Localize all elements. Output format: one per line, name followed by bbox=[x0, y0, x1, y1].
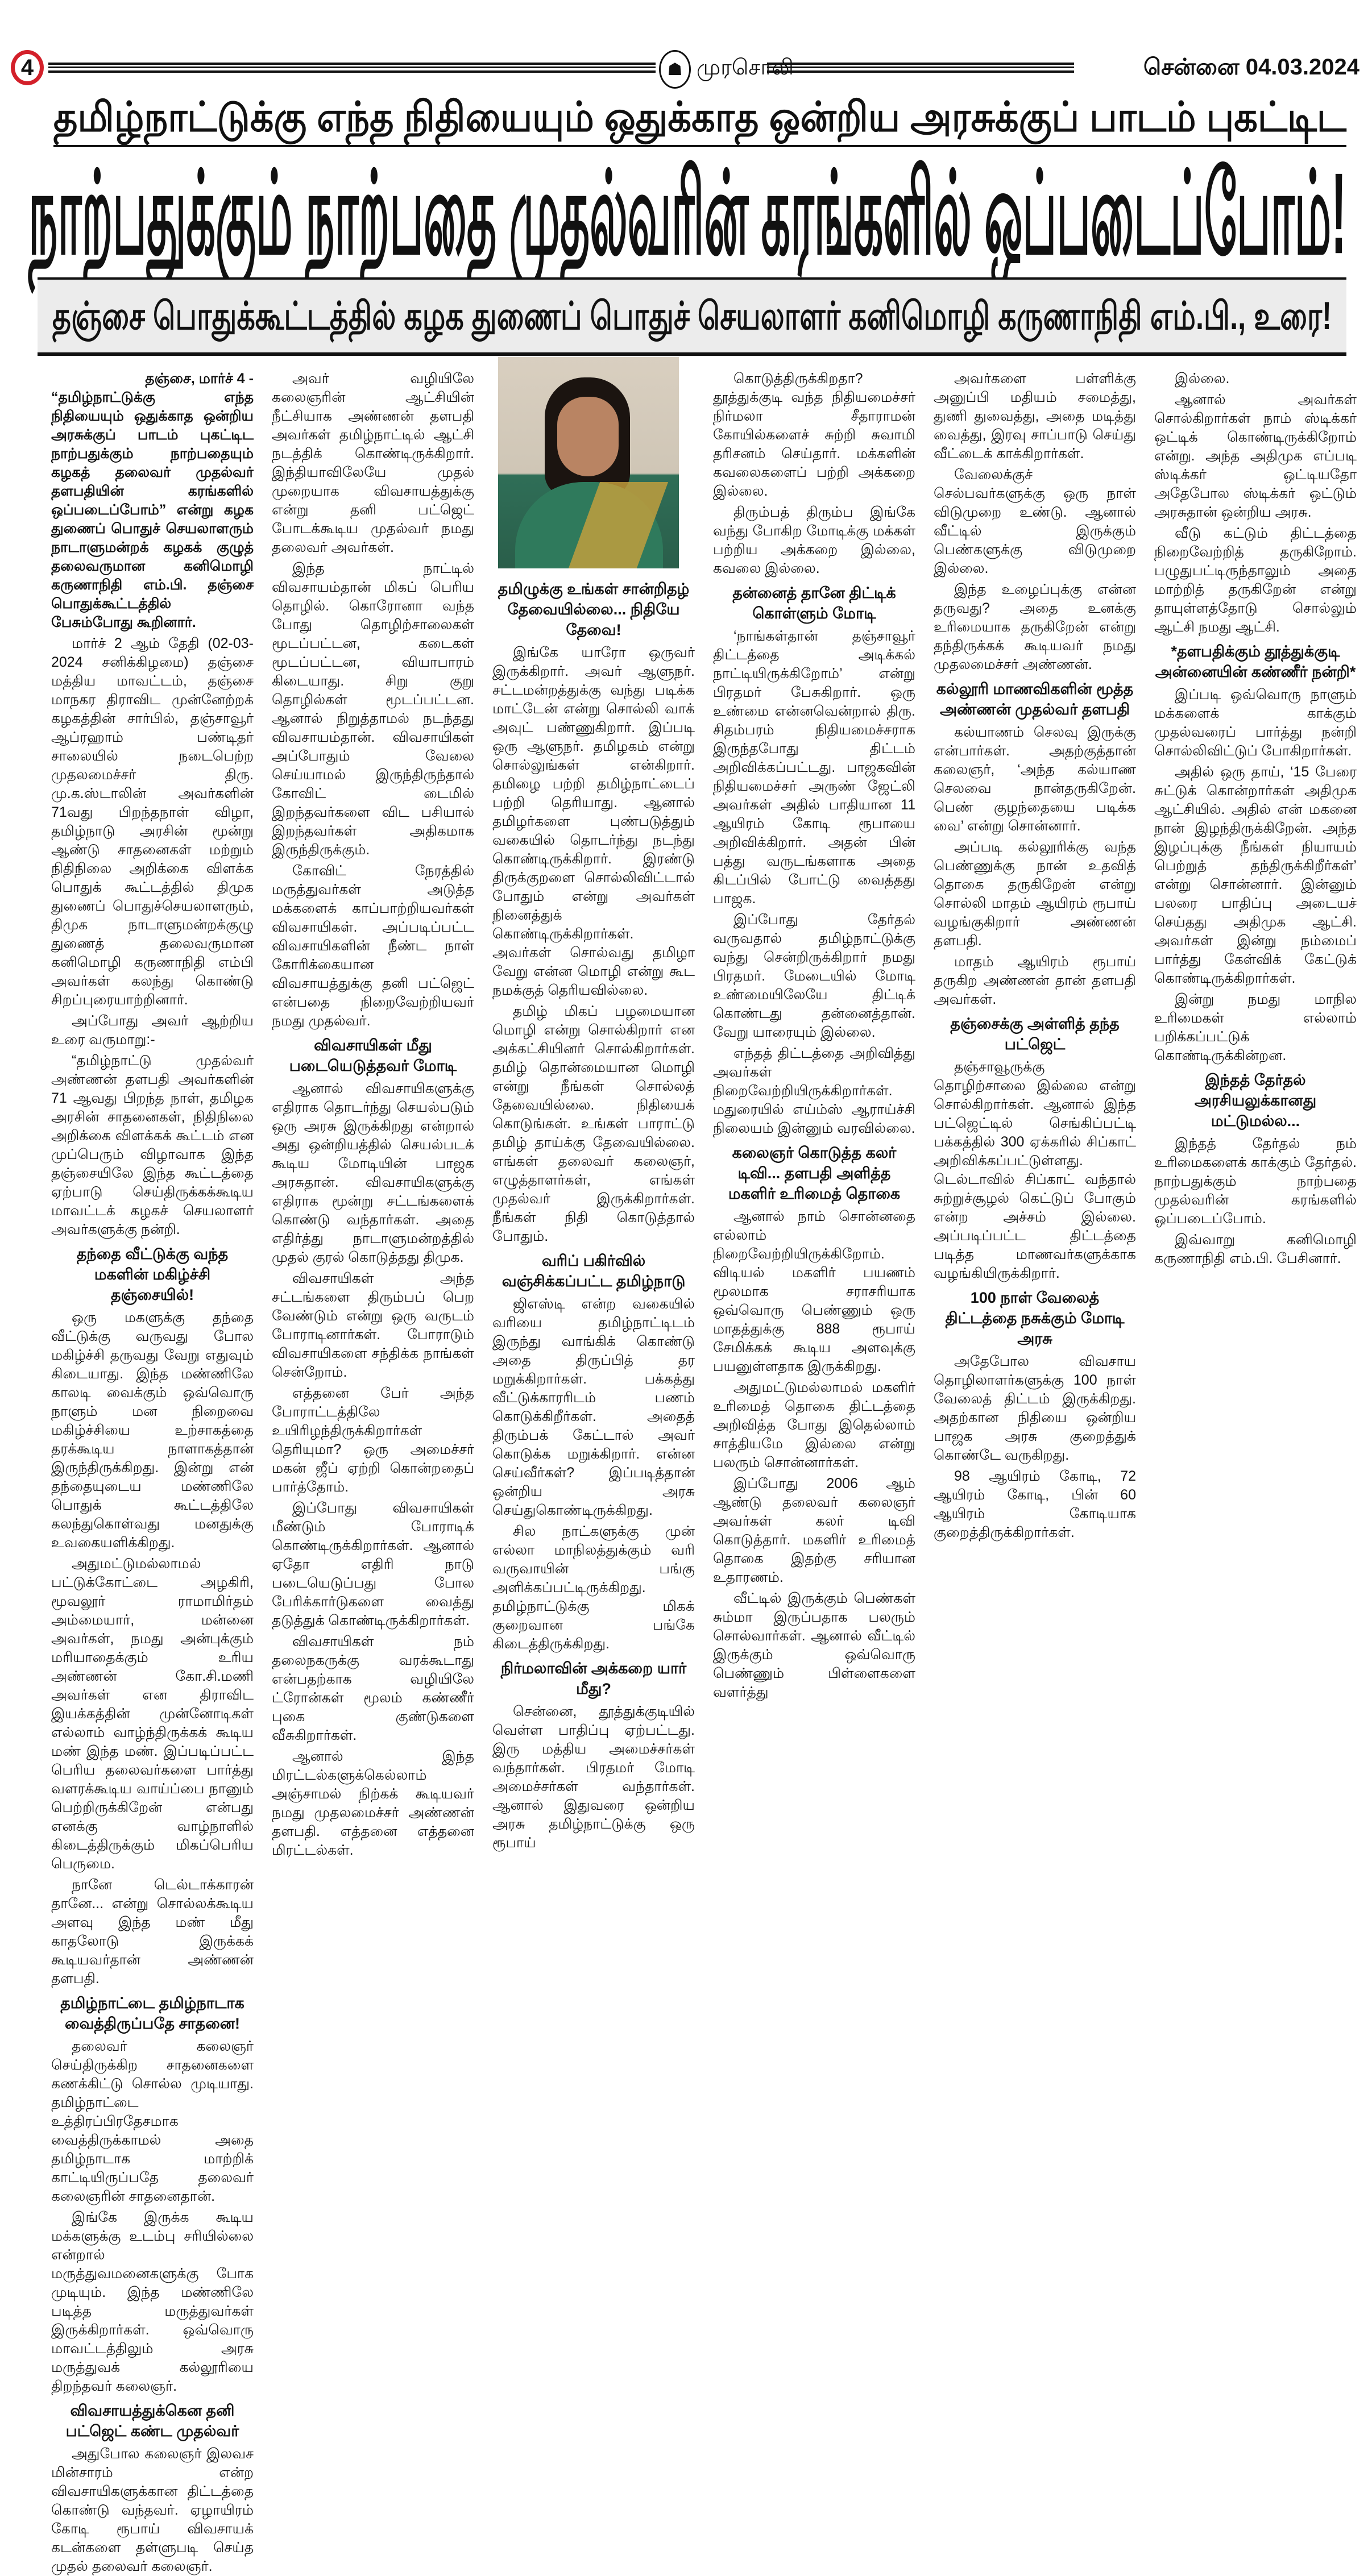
article-paragraph: ‘நாங்கள்தான் தஞ்சாவூர் திட்டத்தை அடிக்கல் நாட்டியிருக்கிறோம்’ என்று பிரதமர் பேசுகிறார். ஒரு உண்மை என்னவென்றால் திரு. சிதம்பரம் நிதியமைச்சராக இருந்தபோது திட்டம் அறிவிக்கப்பட்டது. பாஜகவின் நிதியமைச்சர் அருண் ஜேட்லி அவர்கள் அதில் பாதியான 11 ஆயிரம் கோடி ரூபாயை அறிவிக்கிறார். அதன் பின் பத்து வருடங்களாக அதை கிடப்பில் போட்டு வைத்தது பாஜக. bbox=[713, 628, 915, 907]
article-paragraph: ஆனால் இந்த மிரட்டல்களுக்கெல்லாம் அஞ்சாமல் நிற்கக் கூடியவர் நமது முதலமைச்சர் அண்ணன் தளபதி. எத்தனை எத்தனை மிரட்டல்கள். bbox=[272, 1748, 474, 1858]
article-paragraph: இந்தத் தேர்தல் நம் உரிமைகளைக் காக்கும் தேர்தல். நாற்பதுக்கும் நாற்பதை முதல்வரின் கரங்களில் ஒப்படைப்போம். bbox=[1154, 1136, 1357, 1227]
section-subheading: 100 நாள் வேலைத் திட்டத்தை நசுக்கும் மோடி அரசு bbox=[945, 1289, 1125, 1347]
article-paragraph: அப்படி கல்லூரிக்கு வந்த பெண்ணுக்கு நான் உதவித் தொகை தருகிறேன் என்று சொல்லி மாதம் ஆயிரம் ரூபாய் வழங்குகிறார் அண்ணன் தளபதி. bbox=[934, 839, 1136, 949]
article-paragraph: அதேபோல விவசாய தொழிலாளர்களுக்கு 100 நாள் வேலைத் திட்டம் இருக்கிறது. அதற்கான நிதியை ஒன்றிய பாஜக அரசு குறைத்துக் கொண்டே வருகிறது. bbox=[934, 1353, 1136, 1463]
section-subheading: கலைஞர் கொடுத்த கலர் டிவி... தளபதி அளித்த மகளிர் உரிமைத் தொகை bbox=[728, 1144, 901, 1202]
article-paragraph: இங்கே யாரோ ஒருவர் இருக்கிறார். அவர் ஆளுநர். சட்டமன்றத்துக்கு வந்து படிக்க மாட்டேன் என்று சொல்லி வாக் அவுட் பண்ணுகிறார். இப்படி ஒரு ஆளுநர். தமிழகம் என்று சொல்லுங்கள் என்கிறார். தமிழை பற்றி தமிழ்நாட்டைப் பற்றி தெரியாது. ஆனால் தமிழர்களை புண்படுத்தும் வகையில் தொடர்ந்து நடந்து கொண்டிருக்கிறார். இரண்டு திருக்குறளை சொல்லிவிட்டால் போதும் என்று அவர்கள் நினைத்துக் கொண்டிருக்கிறார்கள். அவர்கள் சொல்வது தமிழா வேறு என்ன மொழி என்று கூட நமக்குத் தெரியவில்லை. bbox=[492, 645, 695, 998]
article-paragraph: வீட்டில் இருக்கும் பெண்கள் சும்மா இருப்பதாக பலரும் சொல்வார்கள். ஆனால் வீட்டில் இருக்கும் ஒவ்வொரு பெண்ணும் பிள்ளைகளை வளர்த்து bbox=[713, 1590, 915, 1700]
article-paragraph: ஒரு மகளுக்கு தந்தை வீட்டுக்கு வருவது போல மகிழ்ச்சி தருவது வேறு எதுவும் கிடையாது. இந்த மண்ணிலே காலடி வைக்கும் ஒவ்வொரு நாளும் மன நிறைவை மகிழ்ச்சியை உற்சாகத்தை தரக்கூடிய நாளாகத்தான் இருந்திருக்கிறது. இன்று என் தந்தையுடைய மண்ணிலே பொதுக் கூட்டத்திலே கலந்துகொள்வது மனதுக்கு உவகையளிக்கிறது. bbox=[51, 1310, 254, 1551]
section-subheading: நிர்மலாவின் அக்கறை யார் மீது? bbox=[500, 1660, 687, 1697]
article-paragraph: தமிழ் மிகப் பழமையான மொழி என்று சொல்கிறார் என அக்கட்சியினர் சொல்கிறார்கள். தமிழ் தொன்மையான மொழி என்று நீங்கள் சொல்லத் தேவையில்லை. நிதியைக் கொடுங்கள். உங்கள் பாராட்டு தமிழ் தாய்க்கு தேவையில்லை. எங்கள் தலைவர் கலைஞர், எழுத்தாளர்கள், எங்கள் முதல்வர் இருக்கிறார்கள். நீங்கள் நிதி கொடுத்தால் போதும். bbox=[492, 1003, 695, 1244]
article-paragraph: மாதம் ஆயிரம் ரூபாய் தருகிற அண்ணன் தான் தளபதி அவர்கள். bbox=[934, 954, 1136, 1007]
article-paragraph: சென்னை, தூத்துக்குடியில் வெள்ள பாதிப்பு ஏற்பட்டது. இரு மத்திய அமைச்சர்கள் வந்தார்கள். பிரதமர் மோடி அமைச்சர்கள் வந்தார்கள். ஆனால் இதுவரை ஒன்றிய அரசு தமிழ்நாட்டுக்கு ஒரு ரூபாய் bbox=[492, 1704, 695, 1851]
section-subheading: தமிழ்நாட்டை தமிழ்நாடாக வைத்திருப்பதே சாதனை! bbox=[60, 1995, 244, 2032]
section-subheading: தந்தை வீட்டுக்கு வந்த மகளின் மகிழ்ச்சி தஞ்சையில்! bbox=[76, 1245, 229, 1303]
section-subheading: *தளபதிக்கும் தூத்துக்குடி அன்னையின் கண்ணீர் நன்றி* bbox=[1155, 643, 1356, 680]
article-paragraph: திரும்பத் திரும்ப இங்கே வந்து போகிற மோடிக்கு மக்கள் பற்றிய அக்கறை இல்லை, கவலை இல்லை. bbox=[713, 504, 915, 576]
article-paragraph: எந்தத் திட்டத்தை அறிவித்து அவர்கள் நிறைவேற்றியிருக்கிறார்கள். மதுரையில் எய்ம்ஸ் ஆராய்ச்சி நிலையம் இன்னும் வரவில்லை. bbox=[713, 1045, 915, 1136]
logo-emblem-icon: ☗ bbox=[659, 50, 691, 89]
article-column-5 bbox=[934, 369, 1136, 2105]
masthead-rule-left bbox=[48, 63, 656, 73]
article-paragraph: தலைவர் கலைஞர் செய்திருக்கிற சாதனைகளை கணக்கிட்டு சொல்ல முடியாது. தமிழ்நாட்டை உத்திரப்பிரதேசமாக வைத்திருக்காமல் அதை தமிழ்நாடாக மாற்றிக் காட்டியிருப்பதே தலைவர் கலைஞரின் சாதனைதான். bbox=[51, 2038, 254, 2204]
article-paragraph: கொடுத்திருக்கிறதா? தூத்துக்குடி வந்த நிதியமைச்சர் நிர்மலா சீதாராமன் கோயில்களைச் சுற்றி சுவாமி தரிசனம் செய்தார். மக்களின் கவலைகளைப் பற்றி அக்கறை இல்லை. bbox=[713, 371, 915, 499]
page-number: 4 bbox=[11, 50, 44, 85]
article-paragraph: அவர் வழியிலே கலைஞரின் ஆட்சியின் நீட்சியாக அண்ணன் தளபதி அவர்கள் தமிழ்நாட்டில் ஆட்சி நடத்திக் கொண்டிருக்கிறார். இந்தியாவிலேயே முதல் முறையாக விவசாயத்துக்கு என்று தனி பட்ஜெட் போடக்கூடிய முதல்வர் நமது தலைவர் அவர்கள். bbox=[272, 371, 474, 555]
article-paragraph: இன்று நமது மாநில உரிமைகள் எல்லாம் பறிக்கப்பட்டுக் கொண்டிருக்கின்றன. bbox=[1154, 991, 1357, 1063]
kicker-headline bbox=[53, 95, 1346, 138]
article-paragraph: அதுபோல கலைஞர் இலவச மின்சாரம் என்ற விவசாயிகளுக்கான திட்டத்தை கொண்டு வந்தவர். ஏழாயிரம் கோடி ரூபாய் விவசாயக் கடன்களை தள்ளுபடி செய்த முதல் தலைவர் கலைஞர். bbox=[51, 2446, 254, 2574]
article-column-1 bbox=[51, 369, 254, 2574]
article-paragraph: ஆனால் விவசாயிகளுக்கு எதிராக தொடர்ந்து செயல்படும் ஒரு அரசு இருக்கிறது என்றால் அது ஒன்றியத்தில் செயல்படக் கூடிய மோடியின் பாஜக அரசுதான். விவசாயிகளுக்கு எதிராக மூன்று சட்டங்களைக் கொண்டு வந்தார்கள். அதை எதிர்த்து நாடாளுமன்றத்தில் முதல் குரல் கொடுத்தது திமுக. bbox=[272, 1081, 474, 1265]
article-lead: “தமிழ்நாட்டுக்கு எந்த நிதியையும் ஒதுக்காத ஒன்றிய அரசுக்குப் பாடம் புகட்டிட நாற்பதுக்கும் நாற்பதையும் கழகத் தலைவர் முதல்வர் தளபதியின் கரங்களில் ஒப்படைப்போம்” என்று கழக துணைப் பொதுச் செயலாளரும் நாடாளுமன்றக் கழகக் குழுத் தலைவருமான கனிமொழி கருணாநிதி எம்.பி. தஞ்சை பொதுக்கூட்டத்தில் பேசும்போது கூறினார். bbox=[51, 389, 254, 630]
article-paragraph: விவசாயிகள் நம் தலைநகருக்கு வரக்கூடாது என்பதற்காக வழியிலே ட்ரோன்கள் மூலம் கண்ணீர் புகை குண்டுகளை வீசுகிறார்கள். bbox=[272, 1634, 474, 1743]
kicker-text: தமிழ்நாட்டுக்கு எந்த நிதியையும் ஒதுக்காத ஒன்றிய அரசுக்குப் பாடம் புகட்டிட bbox=[53, 93, 1346, 140]
article-paragraph: இல்லை. bbox=[1175, 371, 1230, 387]
article-paragraph: அதுமட்டுமல்லாமல் மகளிர் உரிமைத் தொகை திட்டத்தை அறிவித்த போது இதெல்லாம் சாத்தியமே இல்லை என்று பலரும் சொன்னார்கள். bbox=[713, 1380, 915, 1470]
subheadline-text: தஞ்சை பொதுக்கூட்டத்தில் கழக துணைப் பொதுச் செயலாளர் கனிமொழி கருணாநிதி எம்.பி., உரை! bbox=[52, 294, 1332, 338]
section-subheading: தன்னைத் தானே திட்டிக் கொள்ளும் மோடி bbox=[732, 584, 896, 622]
article-paragraph: கல்யாணம் செலவு இருக்கு என்பார்கள். அதற்குத்தான் கலைஞர், ‘அந்த கல்யாண செலவை நான்தருகிறேன். பெண் குழந்தையை படிக்க வை’ என்று சொன்னார். bbox=[934, 724, 1136, 834]
article-paragraph: எத்தனை பேர் அந்த போராட்டத்திலே உயிரிழந்திருக்கிறார்கள் தெரியுமா? ஒரு அமைச்சர் மகன் ஜீப் ஏற்றி கொன்றதைப் பார்த்தோம். bbox=[272, 1385, 474, 1495]
article-paragraph: கோவிட் நேரத்தில் மருத்துவர்கள் அடுத்த மக்களைக் காப்பாற்றியவர்கள் விவசாயிகள். அப்படிப்பட்ட விவசாயிகளின் நீண்ட நாள் கோரிக்கையான விவசாயத்துக்கு தனி பட்ஜெட் என்பதை நிறைவேற்றியவர் நமது முதல்வர். bbox=[272, 863, 474, 1029]
main-headline bbox=[28, 148, 1346, 278]
article-paragraph: வேலைக்குச் செல்பவர்களுக்கு ஒரு நாள் விடுமுறை உண்டு. ஆனால் வீட்டில் இருக்கும் பெண்களுக்கு விடுமுறை இல்லை. bbox=[934, 467, 1136, 576]
edition-date: சென்னை 04.03.2024 bbox=[1143, 55, 1359, 80]
article-paragraph: ஜிஎஸ்டி என்ற வகையில் வரியை தமிழ்நாட்டிடம் இருந்து வாங்கிக் கொண்டு அதை திருப்பித் தர மறுக்கிறார்கள். பக்கத்து வீட்டுக்காரரிடம் பணம் கொடுக்கிறீர்கள். அதைத் திரும்பக் கேட்டால் அவர் கொடுக்க மறுக்கிறார். என்ன செய்வீர்கள்? இப்படித்தான் ஒன்றிய அரசு செய்துகொண்டிருக்கிறது. bbox=[492, 1296, 695, 1518]
article-dateline: தஞ்சை, மார்ச் 4 - bbox=[145, 371, 254, 387]
section-subheading: கல்லூரி மாணவிகளின் மூத்த அண்ணன் முதல்வர் தளபதி bbox=[936, 680, 1134, 718]
article-paragraph: ஆனால் நாம் சொன்னதை எல்லாம் நிறைவேற்றியிருக்கிறோம். விடியல் மகளிர் பயணம் மூலமாக சராசரியாக ஒவ்வொரு பெண்ணும் ஒரு மாதத்துக்கு 888 ரூபாய் சேமிக்கக் கூடிய அளவுக்கு பயனுள்ளதாக இருக்கிறது. bbox=[713, 1208, 915, 1374]
speaker-photo bbox=[498, 357, 679, 568]
article-paragraph: இந்த உழைப்புக்கு என்ன தருவது? அதை உனக்கு உரிமையாக தருகிறேன் என்று தந்திருக்கக் கூடியவர் நமது முதலமைச்சர் அண்ணன். bbox=[934, 581, 1136, 672]
logo-text: முரசொலி bbox=[697, 56, 794, 80]
article-paragraph: தஞ்சாவூருக்கு தொழிற்சாலை இல்லை என்று சொல்கிறார்கள். ஆனால் இந்த பட்ஜெட்டில் செங்கிப்பட்டி பக்கத்தில் 300 ஏக்கரில் சிப்காட் அறிவிக்கப்பட்டுள்ளது. டெல்டாவில் சிப்காட் வந்தால் சுற்றுச்சூழல் கெட்டுப் போகும் என்ற அச்சம் இல்லை. அப்படிப்பட்ட திட்டத்தை படித்த மாணவர்களுக்காக வழங்கியிருக்கிறார். bbox=[934, 1059, 1136, 1281]
section-subheading: தமிழுக்கு உங்கள் சான்றிதழ் தேவையில்லை... நிதியே தேவை! bbox=[498, 580, 690, 638]
main-headline-text: நாற்பதுக்கும் நாற்பதை முதல்வரின் கரங்களில் ஒப்படைப்போம்! bbox=[28, 148, 1346, 278]
section-subheading: தஞ்சைக்கு அள்ளித் தந்த பட்ஜெட் bbox=[950, 1015, 1120, 1053]
article-paragraph: சில நாட்களுக்கு முன் எல்லா மாநிலத்துக்கும் வரி வருவாயின் பங்கு அளிக்கப்பட்டிருக்கிறது. தமிழ்நாட்டுக்கு மிகக் குறைவான பங்கே கிடைத்திருக்கிறது. bbox=[492, 1523, 695, 1652]
article-paragraph: ஆனால் அவர்கள் சொல்கிறார்கள் நாம் ஸ்டிக்கர் ஒட்டிக் கொண்டிருக்கிறோம் என்று. அந்த அதிமுக எப்படி ஸ்டிக்கர் ஒட்டியதோ அதேபோல ஸ்டிக்கர் ஒட்டும் அரசுதான் ஒன்றிய அரசு. bbox=[1154, 392, 1357, 520]
article-paragraph: அவர்களை பள்ளிக்கு அனுப்பி மதியம் சமைத்து, துணி துவைத்து, அதை மடித்து வைத்து, இரவு சாப்பாடு செய்து வீட்டைக் காக்கிறார்கள். bbox=[934, 371, 1136, 462]
article-column-2 bbox=[272, 369, 474, 2105]
article-paragraph: இப்போது விவசாயிகள் மீண்டும் போராடிக் கொண்டிருக்கிறார்கள். ஆனால் ஏதோ எதிரி நாடு படையெடுப்பது போல பேரிக்கார்டுகளை வைத்து தடுத்துக் கொண்டிருக்கிறார்கள். bbox=[272, 1500, 474, 1628]
article-paragraph: இவ்வாறு கனிமொழி கருணாநிதி எம்.பி. பேசினார். bbox=[1154, 1232, 1357, 1266]
article-paragraph: அதில் ஒரு தாய், ‘15 பேரை சுட்டுக் கொன்றார்கள் அதிமுக ஆட்சியில். அதில் என் மகனை நான் இழந்திருக்கிறேன். அந்த இழப்புக்கு நீங்கள் நியாயம் பெற்றுத் தந்திருக்கிறீர்கள்’ என்று சொன்னார். இன்னும் பலரை பாதிப்பு அடையச் செய்தது அதிமுக ஆட்சி. அவர்கள் இன்று நம்மைப் பார்த்து கேள்விக் கேட்டுக் கொண்டிருக்கிறார்கள். bbox=[1154, 764, 1357, 986]
article-paragraph: இந்த நாட்டில் விவசாயம்தான் மிகப் பெரிய தொழில். கொரோனா வந்த போது தொழிற்சாலைகள் மூடப்பட்டன, கடைகள் மூடப்பட்டன, வியாபாரம் கிடையாது. சிறு குறு தொழில்கள் மூடப்பட்டன. ஆனால் நிறுத்தாமல் நடந்தது விவசாயம்தான். விவசாயிகள் அப்போதும் வேலை செய்யாமல் இருந்திருந்தால் கோவிட் டைமில் இறந்தவர்களை விட பசியால் இறந்தவர்கள் அதிகமாக இருந்திருக்கும். bbox=[272, 560, 474, 858]
article-paragraph: இப்படி ஒவ்வொரு நாளும் மக்களைக் காக்கும் முதல்வரைப் பார்த்து நன்றி சொல்லிவிட்டுப் போகிறார்கள். bbox=[1154, 687, 1357, 759]
section-subheading: விவசாயத்துக்கென தனி பட்ஜெட் கண்ட முதல்வர் bbox=[65, 2402, 239, 2440]
article-column-3 bbox=[492, 574, 695, 2105]
article-paragraph: இப்போது 2006 ஆம் ஆண்டு தலைவர் கலைஞர் அவர்கள் கலர் டிவி கொடுத்தார். மகளிர் உரிமைத் தொகை இதற்கு சரியான உதாரணம். bbox=[713, 1476, 915, 1585]
article-paragraph: இப்போது தேர்தல் வருவதால் தமிழ்நாட்டுக்கு வந்து சென்றிருக்கிறார் நமது பிரதமர். மேடையில் மோடி உண்மையிலேயே திட்டிக் கொண்டது தன்னைத்தான். வேறு யாரையும் இல்லை. bbox=[713, 912, 915, 1040]
article-paragraph: “தமிழ்நாட்டு முதல்வர் அண்ணன் தளபதி அவர்களின் 71 ஆவது பிறந்த நாள், தமிழக அரசின் சாதனைகள், நிதிநிலை அறிக்கை விளக்கக் கூட்டம் என முப்பெரும் விழாவாக இந்த தஞ்சையிலே இந்த கூட்டத்தை ஏற்பாடு செய்திருக்கக்கூடிய மாவட்டக் கழகச் செயலாளர் அவர்களுக்கு நன்றி. bbox=[51, 1053, 254, 1237]
article-paragraph: இங்கே இருக்க கூடிய மக்களுக்கு உடம்பு சரியில்லை என்றால் மருத்துவமனைகளுக்கு போக முடியும். இந்த மண்ணிலே படித்த மருத்துவர்கள் இருக்கிறார்கள். ஒவ்வொரு மாவட்டத்திலும் அரசு மருத்துவக் கல்லூரியை திறந்தவர் கலைஞர். bbox=[51, 2209, 254, 2394]
article-column-4 bbox=[713, 369, 915, 2105]
article-paragraph: விவசாயிகள் அந்த சட்டங்களை திரும்பப் பெற வேண்டும் என்று ஒரு வருடம் போராடினார்கள். போராடும் விவசாயிகளை சந்திக்க நாங்கள் சென்றோம். bbox=[272, 1270, 474, 1380]
article-paragraph: வீடு கட்டும் திட்டத்தை நிறைவேற்றித் தருகிறோம். பழுதுபட்டிருந்தாலும் அதை மாற்றித் தருகிறேன் என்று தாயுள்ளத்தோடு சொல்லும் ஆட்சி நமது ஆட்சி. bbox=[1154, 525, 1357, 635]
section-subheading: இந்தத் தேர்தல் அரசியலுக்கானது மட்டுமல்ல... bbox=[1194, 1071, 1317, 1129]
subheadline-box bbox=[38, 277, 1346, 356]
section-subheading: வரிப் பகிர்வில் வஞ்சிக்கப்பட்ட தமிழ்நாடு bbox=[501, 1252, 686, 1290]
article-paragraph: அதுமட்டுமல்லாமல் பட்டுக்கோட்டை அழகிரி, மூவலூர் ராமாமிர்தம் அம்மையார், மன்னை அவர்கள், நமது அன்புக்கும் மரியாதைக்கும் உரிய அண்ணன் கோ.சி.மணி அவர்கள் என திராவிட இயக்கத்தின் முன்னோடிகள் எல்லாம் வாழ்ந்திருக்கக் கூடிய மண் இந்த மண். இப்படிப்பட்ட பெரிய தலைவர்களை பார்த்து வளரக்கூடிய வாய்ப்பை நானும் பெற்றிருக்கிறேன் என்பது எனக்கு வாழ்நாளில் கிடைத்திருக்கும் மிகப்பெரிய பெருமை. bbox=[51, 1556, 254, 1872]
article-paragraph: அப்போது அவர் ஆற்றிய உரை வருமாறு:- bbox=[51, 1013, 254, 1048]
article-paragraph: நானே டெல்டாக்காரன் தானே... என்று சொல்லக்கூடிய அளவு இந்த மண் மீது காதலோடு இருக்கக் கூடியவர்தான் அண்ணன் தளபதி. bbox=[51, 1877, 254, 1987]
masthead-rule-right bbox=[767, 63, 1074, 73]
article-column-6 bbox=[1154, 369, 1357, 2105]
article-paragraph: 98 ஆயிரம் கோடி, 72 ஆயிரம் கோடி, பின் 60 ஆயிரம் கோடியாக குறைத்திருக்கிறார்கள். bbox=[934, 1468, 1136, 1540]
article-paragraph: மார்ச் 2 ஆம் தேதி (02-03-2024 சனிக்கிழமை) தஞ்சை மத்திய மாவட்டம், தஞ்சை மாநகர திராவிட முன்னேற்றக் கழகத்தின் சார்பில், தஞ்சாவூர் ஆப்ரஹாம் பண்டிதர் சாலையில் நடைபெற்ற முதலமைச்சர் திரு. மு.க.ஸ்டாலின் அவர்களின் 71வது பிறந்தநாள் விழா, தமிழ்நாடு அரசின் மூன்று ஆண்டு சாதனைகள் மற்றும் நிதிநிலை அறிக்கை விளக்க பொதுக் கூட்டத்தில் திமுக துணைப் பொதுச்செயலாளரும், திமுக நாடாளுமன்றக்குழு துணைத் தலைவருமான கனிமொழி கருணாநிதி எம்பி அவர்கள் கலந்து கொண்டு சிறப்புரையாற்றினார். bbox=[51, 635, 254, 1008]
masthead bbox=[11, 50, 1359, 89]
section-subheading: விவசாயிகள் மீது படையெடுத்தவர் மோடி bbox=[289, 1037, 457, 1074]
